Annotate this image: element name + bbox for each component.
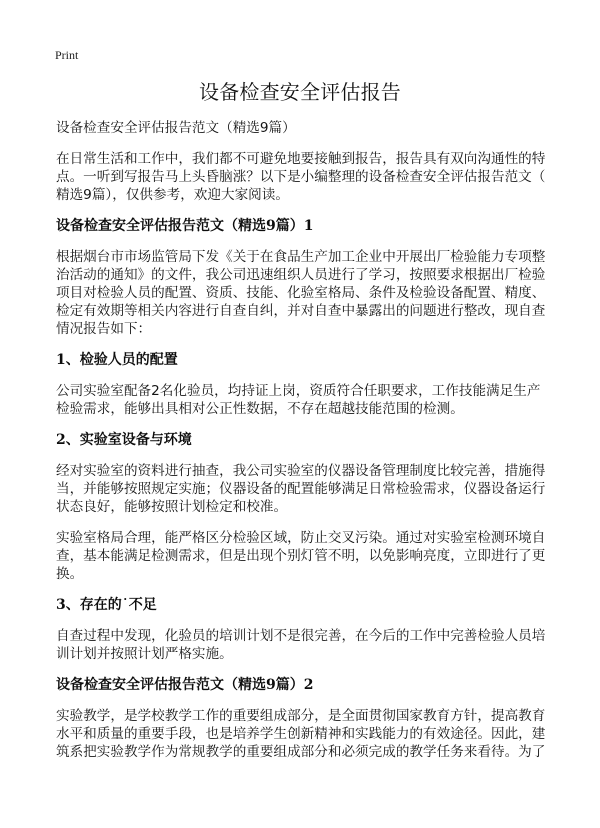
paragraph-line: 公司实验室配备2名化验员，均持证上岗，资质符合任职要求，工作技能满足生产 xyxy=(56,383,541,399)
paragraph-line: 当，并能够按照规定实施；仪器设备的配置能够满足日常检验需求，仪器设备运行 xyxy=(56,481,546,497)
document-body xyxy=(56,119,556,774)
print-link[interactable]: Print xyxy=(55,48,79,62)
paragraph-line: 治活动的通知》的文件，我公司迅速组织人员进行了学习，按照要求根据出厂检验 xyxy=(56,267,546,283)
paragraph-line: 经对实验室的资料进行抽查，我公司实验室的仪器设备管理制度比较完善，措施得 xyxy=(56,463,546,479)
shortcomings-paragraph xyxy=(56,627,556,663)
document-subtitle xyxy=(56,119,556,137)
paragraph-line: 换。 xyxy=(56,566,84,582)
essay-2-paragraph xyxy=(56,707,556,761)
intro-paragraph xyxy=(56,150,556,204)
staff-configuration-paragraph xyxy=(56,382,556,418)
subheading-shortcomings: 3、存在的˙不足 xyxy=(56,597,157,613)
paragraph-line: 自查过程中发现，化验员的培训计划不是很完善，在今后的工作中完善检验人员培 xyxy=(56,628,546,644)
paragraph-line: 情况报告如下： xyxy=(56,321,152,337)
essay-1-intro-paragraph xyxy=(56,248,556,338)
section-heading-essay-1: 设备检查安全评估报告范文（精选9篇）1 xyxy=(56,218,314,234)
paragraph-line: 查，基本能满足检测需求，但是出现个别灯管不明，以免影响亮度，立即进行了更 xyxy=(56,548,546,564)
subheading-staff-configuration: 1、检验人员的配置 xyxy=(56,352,178,368)
page-title: 设备检查安全评估报告 xyxy=(199,80,401,104)
lab-equipment-paragraph xyxy=(56,462,556,516)
paragraph-line: 点。一听到写报告马上头昏脑涨？以下是小编整理的设备检查安全评估报告范文（ xyxy=(56,169,546,185)
paragraph-line: 实验室格局合理，能严格区分检验区域，防止交叉污染。通过对实验室检测环境自 xyxy=(56,530,546,546)
paragraph-line: 在日常生活和工作中，我们都不可避免地要接触到报告，报告具有双向沟通性的特 xyxy=(56,151,546,167)
section-heading-essay-2: 设备检查安全评估报告范文（精选9篇）2 xyxy=(56,677,314,693)
paragraph-line: 检定有效期等相关内容进行自查自纠，并对自查中暴露出的问题进行整改，现自查 xyxy=(56,303,546,319)
paragraph-line: 精选9篇），仅供参考，欢迎大家阅读。 xyxy=(56,187,289,203)
paragraph-line: 项目对检验人员的配置、资质、技能、化验室格局、条件及检验设备配置、精度、 xyxy=(56,285,546,301)
subtitle-text: 设备检查安全评估报告范文（精选9篇） xyxy=(56,120,296,136)
paragraph-line: 根据烟台市市场监管局下发《关于在食品生产加工企业中开展出厂检验能力专项整 xyxy=(56,249,546,265)
subheading-lab-equipment: 2、实验室设备与环境 xyxy=(56,432,192,448)
paragraph-line: 训计划并按照计划严格实施。 xyxy=(56,646,233,662)
paragraph-line: 水平和质量的重要手段，也是培养学生创新精神和实践能力的有效途径。因此，建 xyxy=(56,726,546,742)
paragraph-line: 实验教学，是学校教学工作的重要组成部分，是全面贯彻国家教育方针，提高教育 xyxy=(56,708,546,724)
paragraph-line: 筑系把实验教学作为常规教学的重要组成部分和必须完成的教学任务来看待。为了 xyxy=(56,744,546,760)
paragraph-line: 检验需求，能够出具相对公正性数据，不存在超越技能范围的检测。 xyxy=(56,401,464,417)
paragraph-line: 状态良好，能够按照计划检定和校准。 xyxy=(56,499,288,515)
lab-layout-paragraph xyxy=(56,529,556,583)
